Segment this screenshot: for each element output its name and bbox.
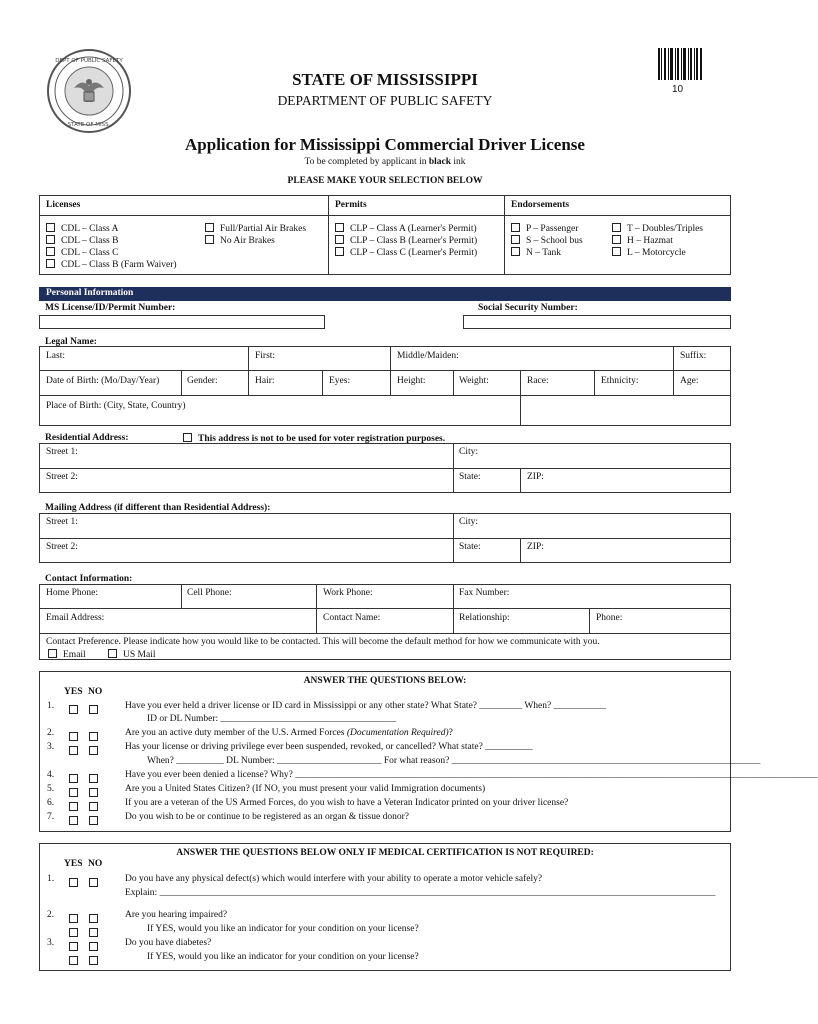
license-option-cdl-a[interactable]: CDL – Class A [46,223,118,234]
checkbox-icon[interactable] [511,247,520,256]
ms-license-input[interactable] [39,315,325,329]
med-q3-text: Do you have diabetes? [125,938,212,948]
med-no-header: NO [88,859,103,869]
mail-city-field[interactable]: City: [459,517,479,527]
checkbox-icon[interactable] [89,774,98,783]
med-q3b-yes[interactable] [69,951,84,969]
q2-text: Are you an active duty member of the U.S. Armed Forces (Documentation Required)? [125,728,453,738]
personal-info-title: Personal Information [46,288,134,298]
weight-field[interactable]: Weight: [459,376,489,386]
ms-license-label: MS License/ID/Permit Number: [45,303,176,313]
cell-phone-field[interactable]: Cell Phone: [187,588,232,598]
checkbox-icon[interactable] [511,223,520,232]
med-q2-text: Are you hearing impaired? [125,910,228,920]
q5-text: Are you a United States Citizen? (If NO, you must present your valid Immigration documents) [125,784,486,794]
checkbox-icon[interactable] [89,705,98,714]
medical-questions-header: ANSWER THE QUESTIONS BELOW ONLY IF MEDICAL CERTIFICATION IS NOT REQUIRED: [176,848,594,858]
q3-text: Has your license or driving privilege ever been suspended, revoked, or cancelled? What state? __________ [125,742,533,752]
subtitle-suffix: ink [451,157,466,167]
checkbox-icon[interactable] [205,235,214,244]
personal-grid [39,346,731,426]
endorsement-t[interactable]: T – Doubles/Triples [612,223,703,234]
pref-email-option[interactable]: Email [48,649,86,660]
checkbox-icon[interactable] [89,732,98,741]
checkbox-icon[interactable] [89,788,98,797]
home-phone-field[interactable]: Home Phone: [46,588,98,598]
checkbox-icon[interactable] [69,942,78,951]
checkbox-icon[interactable] [69,928,78,937]
mail-state-field[interactable]: State: [459,542,481,552]
subtitle-bold: black [428,157,452,167]
med-q2-number: 2. [47,910,55,920]
q1-text: Have you ever held a driver license or ID card in Mississippi or any other state? What State? _________ When? ___________ [125,701,606,711]
q3-number: 3. [47,742,55,752]
checkbox-icon[interactable] [46,235,55,244]
med-q2b-text: If YES, would you like an indicator for your condition on your license? [147,924,419,934]
q4-number: 4. [47,770,55,780]
med-q1-explain[interactable]: Explain: _____________________________________________________________________________________________________________________ [125,888,716,898]
checkbox-icon[interactable] [46,259,55,268]
checkbox-icon[interactable] [108,649,117,658]
res-state-field[interactable]: State: [459,472,481,482]
med-yes-header: YES [64,859,83,869]
endorsement-n[interactable]: N – Tank [511,247,561,258]
med-q3-number: 3. [47,938,55,948]
q3-no[interactable] [89,741,104,759]
med-q1-text: Do you have any physical defect(s) which would interfere with your ability to operate a motor vehicle safely? [125,874,543,884]
yes-header: YES [64,687,83,697]
med-q1-yes[interactable] [69,873,84,891]
mail-zip-field[interactable]: ZIP: [527,542,544,552]
res-street1-field[interactable]: Street 1: [46,447,78,457]
res-city-field[interactable]: City: [459,447,479,457]
contact-name-field[interactable]: Contact Name: [323,613,381,623]
checkbox-icon[interactable] [69,878,78,887]
hair-field[interactable]: Hair: [255,376,275,386]
checkbox-icon[interactable] [69,732,78,741]
barcode-icon [658,48,702,80]
checkbox-icon[interactable] [69,788,78,797]
q3-yes[interactable] [69,741,84,759]
checkbox-icon[interactable] [335,247,344,256]
checkbox-icon[interactable] [69,705,78,714]
state-title: STATE OF MISSISSIPPI [292,70,478,89]
checkbox-icon[interactable] [612,247,621,256]
checkbox-icon[interactable] [205,223,214,232]
middle-name-field[interactable]: Middle/Maiden: [397,351,459,361]
department-title: DEPARTMENT OF PUBLIC SAFETY [277,93,493,108]
license-option-cdl-c[interactable]: CDL – Class C [46,247,118,258]
q7-yes[interactable] [69,811,84,829]
checkbox-icon[interactable] [612,235,621,244]
res-street2-field[interactable]: Street 2: [46,472,78,482]
dob-field[interactable]: Date of Birth: (Mo/Day/Year) [46,376,160,386]
checkbox-icon[interactable] [46,223,55,232]
checkbox-icon[interactable] [69,956,78,965]
height-field[interactable]: Height: [397,376,426,386]
checkbox-icon[interactable] [89,816,98,825]
subtitle-prefix: To be completed by applicant in [304,157,429,167]
last-name-field[interactable]: Last: [46,351,65,361]
ethnicity-field[interactable]: Ethnicity: [601,376,639,386]
endorsement-s[interactable]: S – School bus [511,235,583,246]
fax-field[interactable]: Fax Number: [459,588,510,598]
checkbox-icon[interactable] [69,914,78,923]
mailing-label: Mailing Address (if different than Residential Address): [45,503,271,513]
res-zip-field[interactable]: ZIP: [527,472,544,482]
checkbox-icon[interactable] [89,914,98,923]
ssn-input[interactable] [463,315,731,329]
endorsements-header: Endorsements [511,200,570,210]
checkbox-icon[interactable] [89,746,98,755]
endorsement-h[interactable]: H – Hazmat [612,235,673,246]
med-q3b-no[interactable] [89,951,104,969]
eyes-field[interactable]: Eyes: [329,376,351,386]
first-name-field[interactable]: First: [255,351,276,361]
age-field[interactable]: Age: [680,376,699,386]
checkbox-icon[interactable] [335,223,344,232]
gender-field[interactable]: Gender: [187,376,218,386]
mail-street1-field[interactable]: Street 1: [46,517,78,527]
checkbox-icon[interactable] [69,802,78,811]
place-of-birth-field[interactable]: Place of Birth: (City, State, Country) [46,401,186,411]
ssn-label: Social Security Number: [478,303,578,313]
questions-header: ANSWER THE QUESTIONS BELOW: [303,676,467,686]
checkbox-icon[interactable] [69,746,78,755]
q4-text: Have you ever been denied a license? Why? ______________________________________________________________________________________________________________ [125,770,818,780]
brake-option-none[interactable]: No Air Brakes [205,235,275,246]
no-header: NO [88,687,103,697]
svg-text:STATE OF MISS.: STATE OF MISS. [67,122,111,128]
checkbox-icon[interactable] [69,774,78,783]
license-option-cdl-b-farm[interactable]: CDL – Class B (Farm Waiver) [46,259,177,270]
selection-heading: PLEASE MAKE YOUR SELECTION BELOW [287,176,483,186]
q1-id-number[interactable]: ID or DL Number: _____________________________________ [147,714,397,724]
relationship-field[interactable]: Relationship: [459,613,510,623]
q7-no[interactable] [89,811,104,829]
checkbox-icon[interactable] [89,956,98,965]
legal-name-label: Legal Name: [45,337,97,347]
residential-label: Residential Address: [45,433,129,443]
checkbox-icon[interactable] [511,235,520,244]
q1-no[interactable] [89,700,104,718]
license-option-cdl-b[interactable]: CDL – Class B [46,235,118,246]
endorsement-p[interactable]: P – Passenger [511,223,578,234]
q2-number: 2. [47,728,55,738]
q6-number: 6. [47,798,55,808]
form-subtitle [0,157,770,167]
endorsement-l[interactable]: L – Motorcycle [612,247,686,258]
barcode [658,48,702,80]
checkbox-icon[interactable] [612,223,621,232]
permit-option-c[interactable]: CLP – Class C (Learner's Permit) [335,247,477,258]
brake-option-air[interactable]: Full/Partial Air Brakes [205,223,306,234]
checkbox-icon[interactable] [48,649,57,658]
med-q1-number: 1. [47,874,55,884]
q7-number: 7. [47,812,55,822]
licenses-header: Licenses [46,200,81,210]
q3-details[interactable]: When? __________ DL Number: ______________________ For what reason? _________________________________________________________________ [147,756,761,766]
checkbox-icon[interactable] [46,247,55,256]
pref-mail-option[interactable]: US Mail [108,649,155,660]
checkbox-icon[interactable] [89,928,98,937]
contact-preference-text: Contact Preference. Please indicate how you would like to be contacted. This will become the default method for how we communicate with you. [46,637,600,647]
email-field[interactable]: Email Address: [46,613,105,623]
personal-info-bar [39,287,731,301]
q6-text: If you are a veteran of the US Armed Forces, do you wish to have a Veteran Indicator printed on your driver license? [125,798,569,808]
mail-street2-field[interactable]: Street 2: [46,542,78,552]
q1-yes[interactable] [69,700,84,718]
form-title: Application for Mississippi Commercial Driver License [185,135,585,154]
contact-label: Contact Information: [45,574,133,584]
q1-number: 1. [47,701,55,711]
permits-header: Permits [335,200,367,210]
seal-icon [46,48,132,134]
barcode-number: 10 [672,84,684,95]
state-seal [46,48,132,134]
checkbox-icon[interactable] [89,878,98,887]
checkbox-icon[interactable] [183,433,192,442]
race-field[interactable]: Race: [527,376,549,386]
work-phone-field[interactable]: Work Phone: [323,588,373,598]
checkbox-icon[interactable] [69,816,78,825]
checkbox-icon[interactable] [89,802,98,811]
q5-number: 5. [47,784,55,794]
med-q3b-text: If YES, would you like an indicator for your condition on your license? [147,952,419,962]
voter-note[interactable]: This address is not to be used for voter registration purposes. [183,433,445,444]
checkbox-icon[interactable] [89,942,98,951]
checkbox-icon[interactable] [335,235,344,244]
permit-option-b[interactable]: CLP – Class B (Learner's Permit) [335,235,477,246]
svg-text:DEPT OF PUBLIC SAFETY: DEPT OF PUBLIC SAFETY [55,58,123,64]
contact-phone-field[interactable]: Phone: [596,613,623,623]
suffix-field[interactable]: Suffix: [680,351,707,361]
med-q1-no[interactable] [89,873,104,891]
q7-text: Do you wish to be or continue to be registered as an organ & tissue donor? [125,812,409,822]
permit-option-a[interactable]: CLP – Class A (Learner's Permit) [335,223,477,234]
